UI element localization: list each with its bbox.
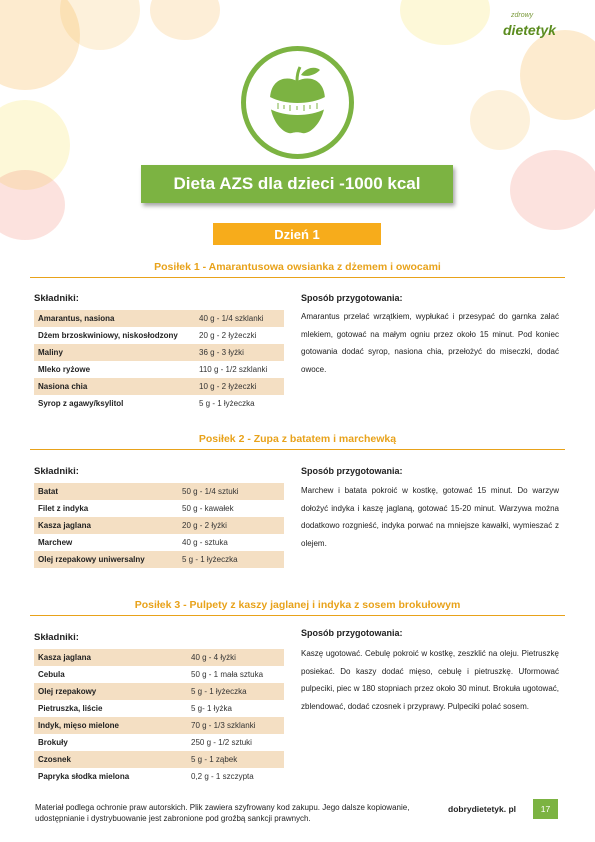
- ingredient-row: [34, 683, 284, 700]
- day-label: Dzień 1: [274, 226, 320, 242]
- ingredient-row: [34, 666, 284, 683]
- ingredient-qty: 36 g - 3 łyżki: [199, 348, 244, 357]
- grapefruit-decoration: [0, 170, 65, 240]
- ingredient-row: [34, 361, 284, 378]
- diet-title-banner: [141, 165, 453, 203]
- ingredient-row: [34, 517, 284, 534]
- ingredients-label: Składniki:: [34, 293, 79, 304]
- ingredient-qty: 5 g - 1 ząbek: [191, 755, 238, 764]
- ingredient-qty: 110 g - 1/2 szklanki: [199, 365, 268, 374]
- meal-2-title: Posiłek 2 - Zupa z batatem i marchewką: [198, 433, 397, 445]
- meal-3-title: Posiłek 3 - Pulpety z kaszy jaglanej i indyka z sosem brokułowym: [134, 599, 461, 611]
- ingredient-name: Marchew: [38, 538, 73, 547]
- logo-small-text: zdrowy: [511, 12, 534, 19]
- preparation-label: Sposób przygotowania:: [301, 466, 403, 476]
- grapefruit-decoration: [510, 150, 595, 230]
- ingredient-row: [34, 483, 284, 500]
- ingredient-qty: 10 g - 2 łyżeczki: [199, 382, 257, 391]
- meal-2-divider: [30, 449, 565, 450]
- ingredient-name: Pietruszka, liście: [38, 704, 103, 713]
- ingredient-qty: 5 g - 1 łyżeczka: [191, 687, 247, 696]
- ingredient-name: Amarantus, nasiona: [38, 314, 115, 323]
- preparation-label: Sposób przygotowania:: [301, 628, 403, 638]
- ingredient-row: [34, 717, 284, 734]
- ingredient-qty: 20 g - 2 łyżki: [182, 521, 227, 530]
- ingredient-qty: 20 g - 2 łyżeczki: [199, 331, 257, 340]
- ingredient-qty: 50 g - kawałek: [182, 504, 234, 513]
- day-banner: [213, 223, 381, 245]
- ingredient-row: [34, 395, 284, 412]
- ingredient-name: Dżem brzoskwiniowy, niskosłodzony: [38, 331, 178, 340]
- ingredient-qty: 40 g - 4 łyżki: [191, 653, 236, 662]
- ingredient-row: [34, 310, 284, 327]
- ingredient-qty: 50 g - 1/4 sztuki: [182, 487, 239, 496]
- ingredient-qty: 250 g - 1/2 sztuki: [191, 738, 252, 747]
- lemon-decoration: [400, 0, 490, 45]
- ingredient-row: [34, 344, 284, 361]
- ingredient-row: [34, 327, 284, 344]
- ingredients-label: Składniki:: [34, 632, 79, 643]
- ingredient-row: [34, 751, 284, 768]
- logo-main-text: dietetyk: [503, 22, 556, 38]
- ingredient-name: Batat: [38, 487, 59, 496]
- ingredient-name: Nasiona chia: [38, 382, 88, 391]
- ingredient-name: Kasza jaglana: [38, 653, 91, 662]
- orange-decoration: [150, 0, 220, 40]
- ingredient-row: [34, 700, 284, 717]
- ingredient-name: Maliny: [38, 348, 63, 357]
- ingredient-qty: 5 g - 1 łyżeczka: [182, 555, 238, 564]
- diet-title: Dieta AZS dla dzieci -1000 kcal: [173, 174, 421, 193]
- meal-3-divider: [30, 615, 565, 616]
- copyright-notice: Materiał podlega ochronie praw autorskich. Plik zawiera szyfrowany kod zakupu. Jego dalsze kopiowanie, udostępnianie i dystrybuowanie jest zabronione pod groźbą sankcji prawnych.: [35, 803, 410, 823]
- ingredient-qty: 0,2 g - 1 szczypta: [191, 772, 254, 781]
- meal-1-ingredients-table: [34, 310, 284, 412]
- meal-1-title: Posiłek 1 - Amarantusowa owsianka z dżemem i owocami: [154, 261, 441, 273]
- ingredient-name: Czosnek: [38, 755, 71, 764]
- ingredient-qty: 5 g- 1 łyżka: [191, 704, 232, 713]
- ingredient-name: Olej rzepakowy uniwersalny: [38, 555, 145, 564]
- apple-measuring-tape-icon: [240, 45, 355, 160]
- ingredient-row: [34, 500, 284, 517]
- ingredient-qty: 40 g - 1/4 szklanki: [199, 314, 264, 323]
- ingredient-name: Syrop z agawy/ksylitol: [38, 399, 124, 408]
- ingredient-qty: 50 g - 1 mała sztuka: [191, 670, 264, 679]
- meal-2-ingredients-table: [34, 483, 284, 568]
- ingredient-row: [34, 649, 284, 666]
- meal-1-preparation: Amarantus przelać wrzątkiem, wypłukać i przesypać do garnka zalać mlekiem, gotować na małym ogniu przez około 15 minut. Pod koniec gotowania dodać syrop, nasiona chia, przełożyć do miseczki, dodać owoce.: [301, 312, 559, 374]
- meal-3-ingredients-table: [34, 649, 284, 785]
- ingredient-qty: 70 g - 1/3 szklanki: [191, 721, 256, 730]
- ingredient-qty: 5 g - 1 łyżeczka: [199, 399, 255, 408]
- ingredient-row: [34, 551, 284, 568]
- meal-1-divider: [30, 277, 565, 278]
- ingredient-row: [34, 768, 284, 785]
- ingredient-name: Brokuły: [38, 738, 68, 747]
- ingredient-row: [34, 734, 284, 751]
- ingredients-label: Składniki:: [34, 466, 79, 477]
- preparation-label: Sposób przygotowania:: [301, 293, 403, 303]
- page-number-text: 17: [540, 804, 551, 814]
- ingredient-row: [34, 378, 284, 395]
- meal-2-preparation: Marchew i batata pokroić w kostkę, gotować 15 minut. Do warzyw dołożyć indyka i kaszę jaglaną, gotować 15-20 minut. Warzywa można dodatkowo rozgnieść, indyka porwać na mniejsze kawałki, wymieszać z olejem.: [301, 486, 559, 548]
- ingredient-name: Papryka słodka mielona: [38, 772, 130, 781]
- ingredient-name: Olej rzepakowy: [38, 687, 97, 696]
- orange-decoration: [470, 90, 530, 150]
- ingredient-name: Mleko ryżowe: [38, 365, 91, 374]
- ingredient-row: [34, 534, 284, 551]
- brand-logo: [497, 10, 577, 50]
- ingredient-name: Kasza jaglana: [38, 521, 91, 530]
- ingredient-name: Cebula: [38, 670, 65, 679]
- ingredient-name: Filet z indyka: [38, 504, 89, 513]
- page-number: [533, 799, 558, 819]
- ingredient-qty: 40 g - sztuka: [182, 538, 228, 547]
- ingredient-name: Indyk, mięso mielone: [38, 721, 119, 730]
- meal-3-preparation: Kaszę ugotować. Cebulę pokroić w kostkę, zeszklić na oleju. Pietruszkę posiekać. Do kaszy dodać mięso, cebulę i pietruszkę. Uformować pulpeciki, piec w 180 stopniach przez około 30 minut. Brokuła ugotować, zblendować, dodać czosnek i przyprawy. Pulpeciki polać sosem.: [301, 649, 559, 711]
- website-url[interactable]: dobrydietetyk. pl: [448, 804, 517, 814]
